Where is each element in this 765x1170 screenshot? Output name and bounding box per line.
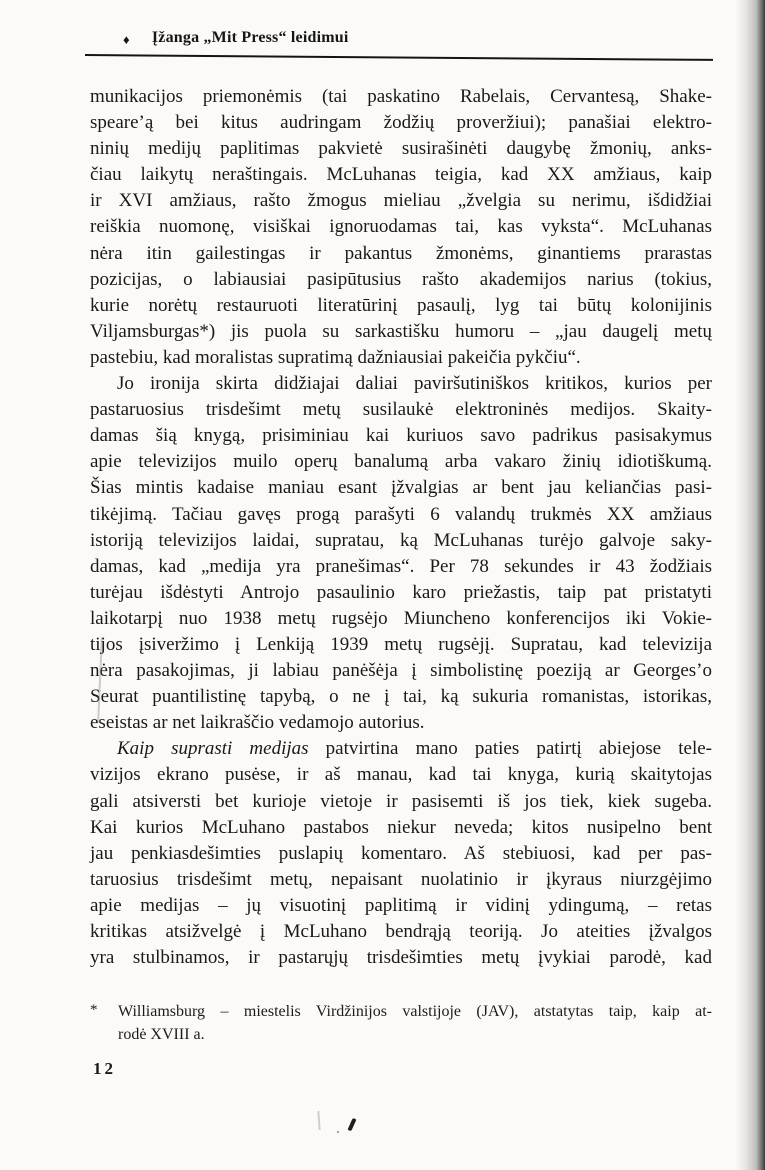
text-line: ninių medijų paplitimas pakvietė susirašinėti daugybę žmonių, anks- (90, 138, 712, 160)
text-line: vizijos ekrano pusėse, ir aš manau, kad tai knyga, kurią skaitytojas (90, 764, 712, 786)
text-line: jau penkiasdešimties puslapių komentaro. Aš stebiuosi, kad per pas- (90, 842, 712, 864)
scan-smudge (337, 1131, 339, 1133)
text-line: Kai kurios McLuhano pastabos niekur neveda; kitos nusipelno bent (90, 816, 712, 838)
text-line: Kaip suprasti medijas patvirtina mano paties patirtį abiejose tele- (117, 738, 712, 760)
running-header (123, 29, 683, 47)
text-line: kurie norėtų restauruoti literatūrinį pasaulį, lyg tai būtų kolonijinis (90, 294, 712, 316)
text-line: Jo ironija skirta didžiajai daliai paviršutiniškos kritikos, kurios per (117, 373, 712, 395)
header-rule (85, 54, 713, 61)
text-line: istoriją televizijos laidai, supratau, ką McLuhanas turėjo galvoje saky- (90, 529, 712, 551)
text-line: nėra pasakojimas, ji labiau panėšėja į simbolistinę poeziją ar Georges’o (90, 660, 712, 682)
text-line: Seurat puantilistinę tapybą, o ne į tai, ką sukuria romanistas, istorikas, (90, 686, 712, 708)
text-line: kritikas atsižvelgė į McLuhano bendrąją teoriją. Jo ateities įžvalgos (90, 921, 712, 942)
text-line: tikėjimą. Tačiau gavęs progą parašyti 6 valandų trukmės XX amžiaus (90, 503, 712, 525)
text-line: pastaruosius trisdešimt metų susilaukė elektroninės medijos. Skaity- (90, 399, 712, 421)
text-line: taruosius trisdešimt metų, nepaisant nuolatinio ir įkyraus niurzgėjimo (90, 868, 712, 890)
body-text (90, 84, 712, 971)
text-line: čiau laikytų neraštingais. McLuhanas teigia, kad XX amžiaus, kaip (90, 164, 712, 186)
scan-smudge (317, 1111, 320, 1130)
footnote (90, 1000, 712, 1046)
text-line: turėjau išdėstyti Antrojo pasaulinio karo priežastis, taip pat pristatyti (90, 581, 712, 603)
page-number: 12 (93, 1059, 116, 1078)
text-line: reiškia nuomonę, visiškai ignoruodamas tai, kas vyksta“. McLuhanas (90, 216, 712, 238)
text-line: yra stulbinamos, ir pastarųjų trisdešimties metų įvykiai parodė, kad (90, 947, 712, 969)
text-line: pozicijas, o labiausiai pasipūtusius rašto akademijos narius (tokius, (90, 268, 712, 290)
footnote-line: Williamsburg – miestelis Virdžinijos valstijoje (JAV), atstatytas taip, kaip at- (118, 1003, 712, 1020)
text-line: ir XVI amžiaus, rašto žmogus mieliau „žvelgia su nerimu, išdidžiai (90, 190, 712, 212)
footnote-line: rodė XVIII a. (118, 1026, 205, 1043)
text-line: Šias mintis kadaise maniau esant įžvalgias ar bent jau keliančias pasi- (90, 477, 712, 499)
text-line: tijos įsiveržimo į Lenkiją 1939 metų rugsėjį. Supratau, kad televizija (90, 633, 712, 655)
text-line: munikacijos priemonėmis (tai paskatino Rabelais, Cervantesą, Shake- (90, 86, 712, 107)
diamond-icon: ♦ (123, 31, 130, 47)
text-line: apie medijas – jų visuotinį paplitimą ir vidinį ydingumą, – retas (90, 894, 712, 916)
text-line: eseistas ar net laikraščio vedamojo autorius. (90, 712, 425, 734)
footnote-marker: * (90, 1002, 98, 1018)
chapter-title: Įžanga „Mit Press“ leidimui (151, 29, 349, 46)
text-line: damas šią knygą, prisiminiau kai kuriuos savo padrikus pasisakymus (90, 425, 712, 447)
text-line: damas, kad „medija yra pranešimas“. Per 78 sekundes ir 43 žodžiais (90, 555, 712, 577)
scan-edge-shadow (735, 0, 765, 1170)
text-line: pastebiu, kad moralistas supratimą dažniausiai pakeičia pykčiu“. (90, 346, 581, 368)
text-line: laikotarpį nuo 1938 metų rugsėjo Miuncheno konferencijos iki Vokie- (90, 607, 712, 629)
text-line: nėra itin gailestingas ir pakantus žmonėms, ginantiems prarastas (90, 242, 712, 264)
text-line: apie televizijos muilo operų banalumą arba vakaro žinių idiotiškumą. (90, 451, 712, 473)
text-line: gali atsiversti bet kurioje vietoje ir pasisemti iš jos tiek, kiek sugeba. (90, 790, 712, 812)
scan-smudge (348, 1118, 356, 1131)
text-line: speare’ą bei kitus audringam žodžių proveržiui); panašiai elektro- (90, 112, 712, 134)
text-line: Viljamsburgas*) jis puola su sarkastišku humoru – „jau daugelį metų (90, 320, 712, 342)
